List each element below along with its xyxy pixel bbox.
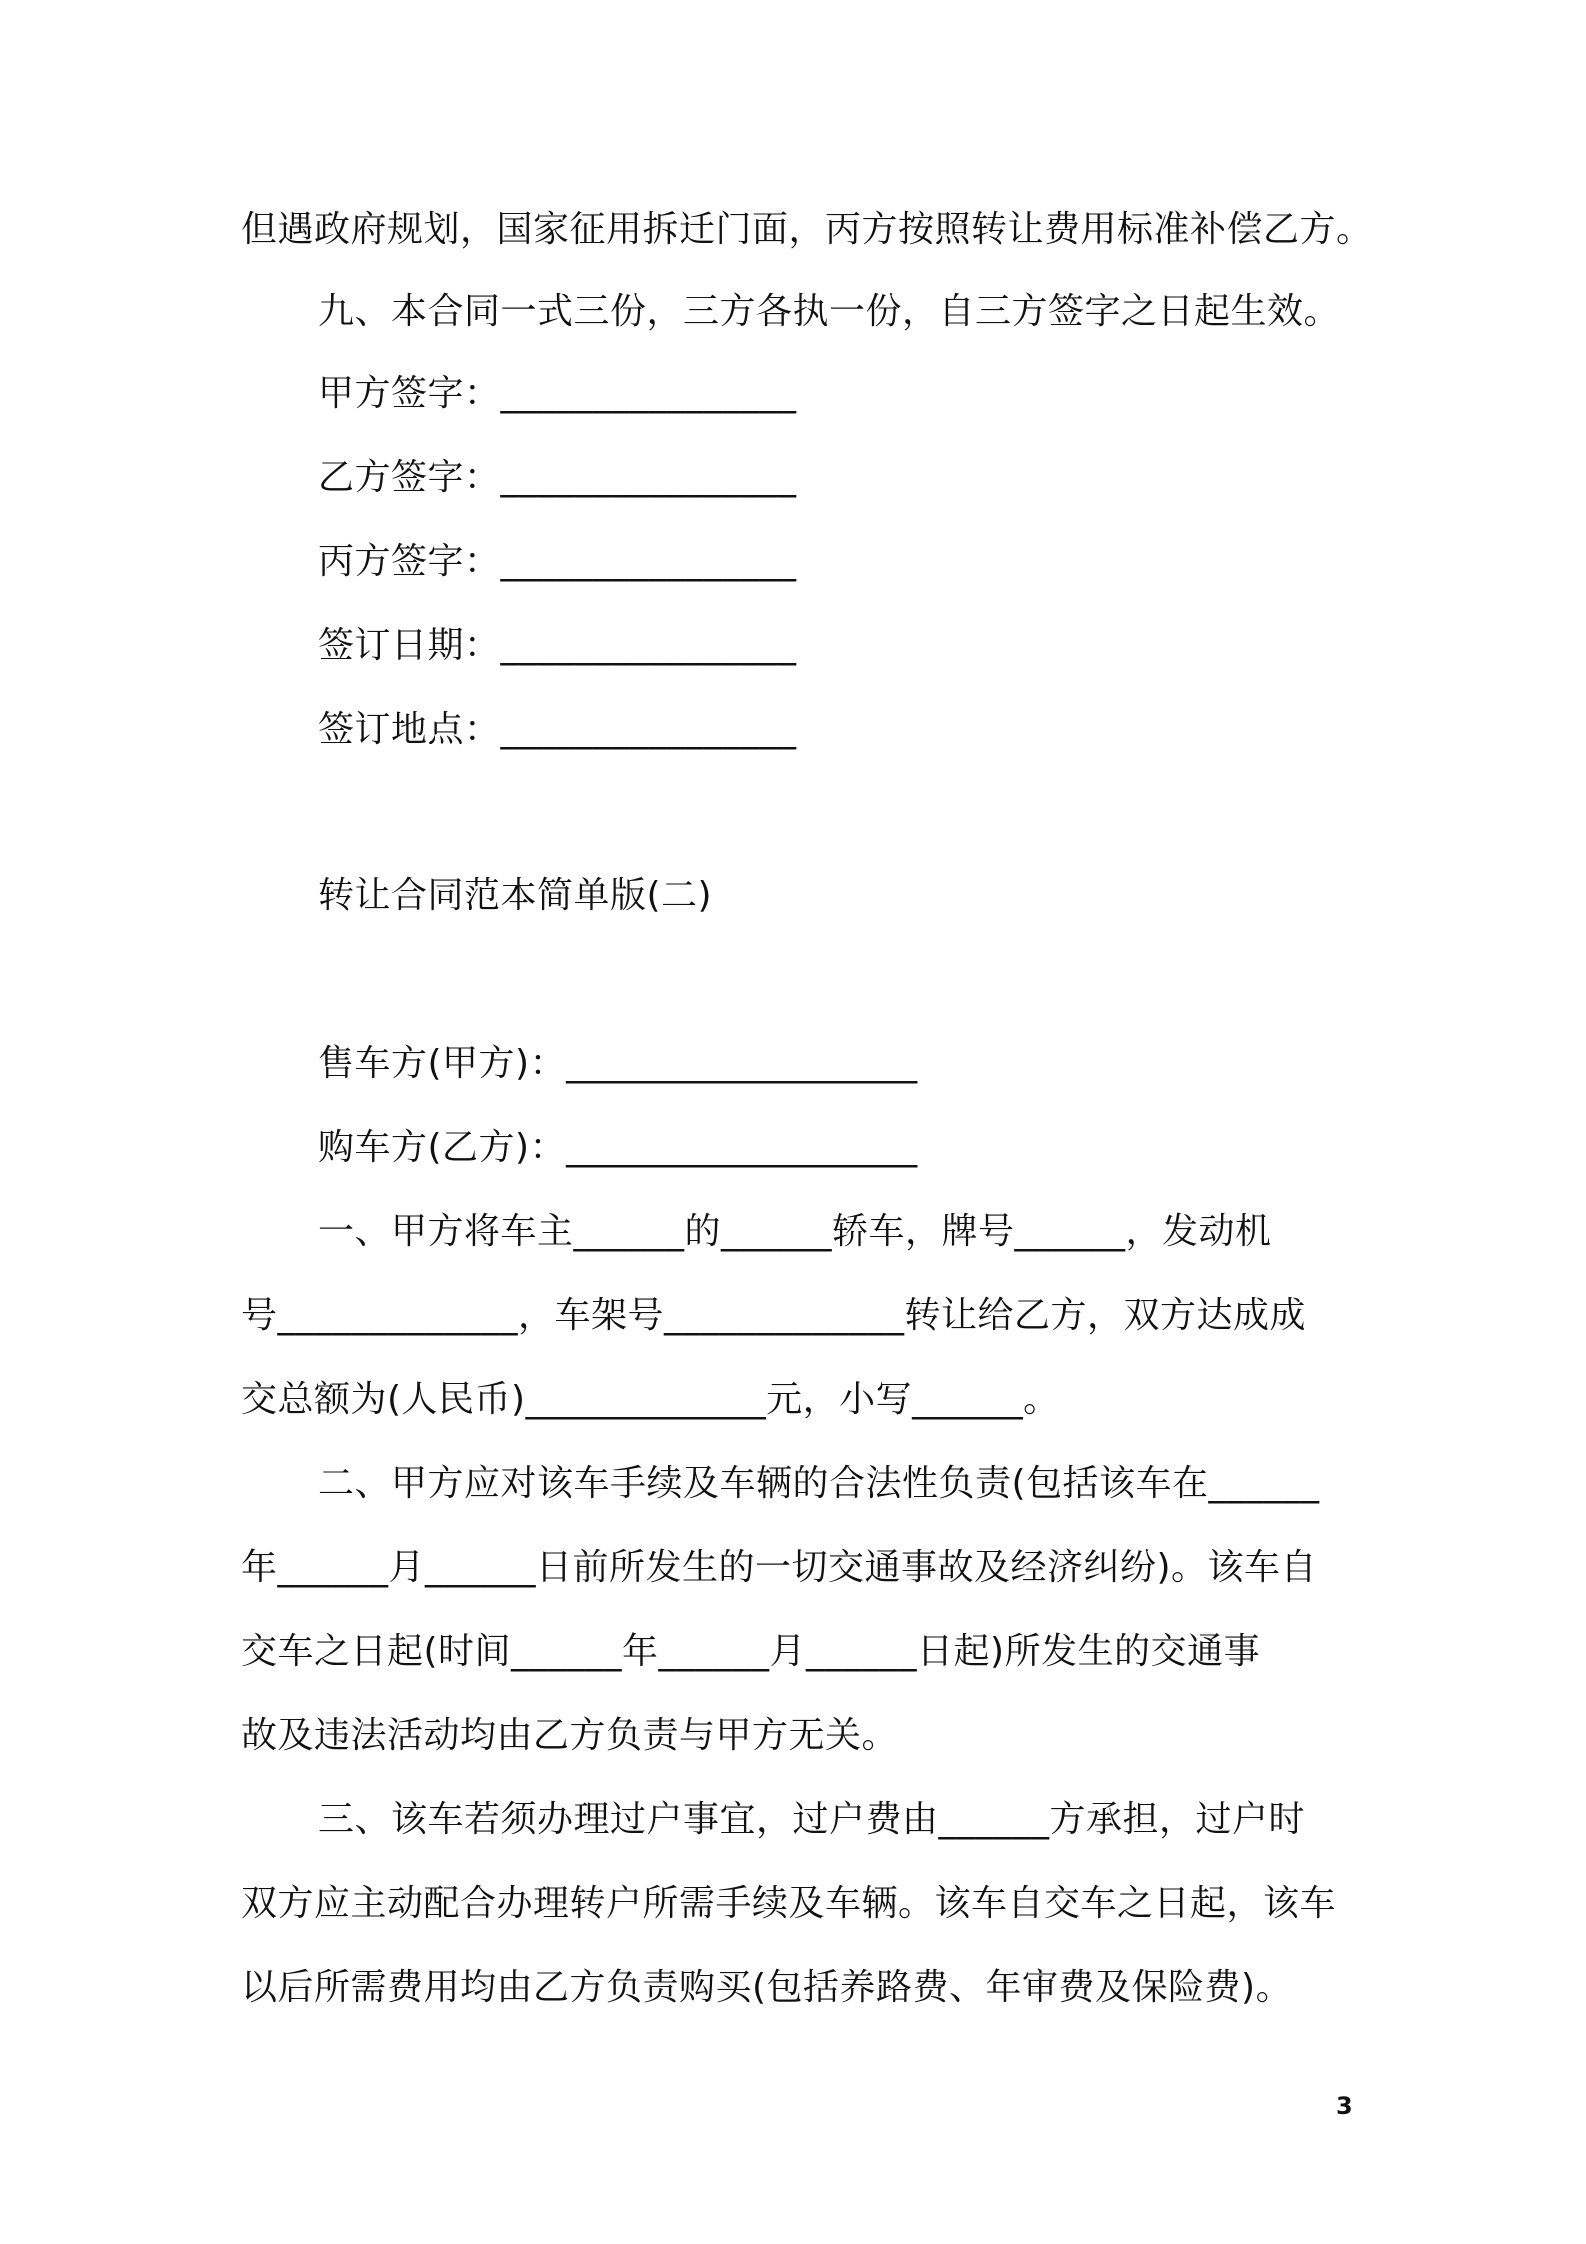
paragraph-line: 但遇政府规划，国家征用拆迁门面，丙方按照转让费用标准补偿乙方。 (241, 209, 1373, 250)
page-number: 3 (1336, 2092, 1353, 2120)
clause-two-line: 故及违法活动均由乙方负责与甲方无关。 (241, 1715, 899, 1756)
clause-three-line: 三、该车若须办理过户事宜，过户费由______方承担，过户时 (318, 1799, 1306, 1840)
signing-date: 签订日期：________________ (318, 625, 797, 666)
clause-two-line: 交车之日起(时间______年______月______日起)所发生的交通事 (241, 1631, 1261, 1672)
clause-one-line: 交总额为(人民币)_____________元，小写______。 (241, 1379, 1060, 1420)
party-c-signature: 丙方签字：________________ (318, 541, 797, 582)
clause-three-line: 以后所需费用均由乙方负责购买(包括养路费、年审费及保险费)。 (241, 1967, 1293, 2008)
clause-two-line: 年______月______日前所发生的一切交通事故及经济纠纷)。该车自 (241, 1547, 1318, 1588)
signing-place: 签订地点：________________ (318, 709, 797, 750)
seller-field: 售车方(甲方)：___________________ (318, 1043, 918, 1084)
party-a-signature: 甲方签字：________________ (318, 373, 797, 414)
clause-one-line: 一、甲方将车主______的______轿车，牌号______，发动机 (318, 1211, 1272, 1252)
clause-two-line: 二、甲方应对该车手续及车辆的合法性负责(包括该车在______ (318, 1463, 1320, 1504)
buyer-field: 购车方(乙方)：___________________ (318, 1127, 918, 1168)
section-title: 转让合同范本简单版(二) (318, 875, 713, 916)
party-b-signature: 乙方签字：________________ (318, 457, 797, 498)
clause-three-line: 双方应主动配合办理转户所需手续及车辆。该车自交车之日起，该车 (241, 1883, 1337, 1924)
clause-one-line: 号_____________，车架号_____________转让给乙方，双方达成成 (241, 1295, 1307, 1336)
clause-nine: 九、本合同一式三份，三方各执一份，自三方签字之日起生效。 (318, 291, 1341, 332)
